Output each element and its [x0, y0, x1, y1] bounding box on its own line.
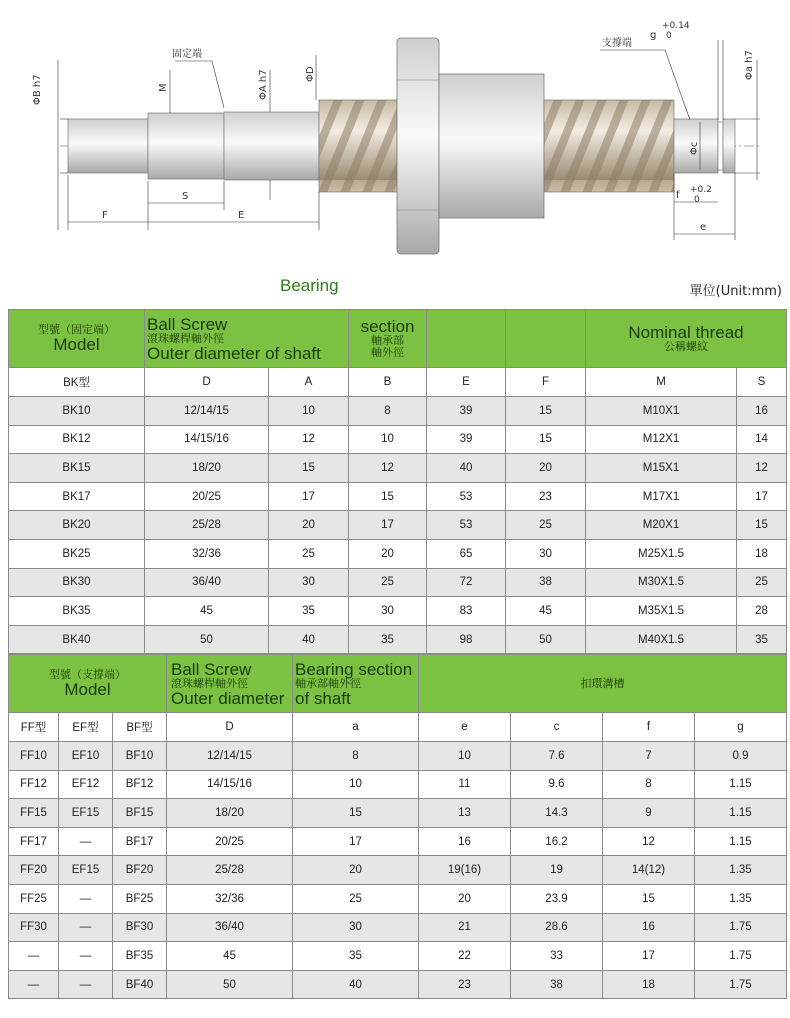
bk-col-E: E: [427, 368, 506, 397]
table-cell: M20X1: [586, 511, 737, 540]
table-cell: 17: [349, 511, 427, 540]
table-cell: FF30: [9, 913, 59, 942]
bk-nominal-header: Nominal thread 公稱螺紋: [586, 310, 787, 368]
table-cell: 1.75: [695, 942, 787, 971]
table-cell: M10X1: [586, 397, 737, 426]
table-row: [9, 970, 787, 999]
table-cell: 35: [737, 625, 787, 654]
table-cell: —: [9, 942, 59, 971]
table-cell: 1.15: [695, 799, 787, 828]
ff-bearing-section-header: Bearing section 軸承部軸外徑 of shaft: [293, 655, 419, 713]
table-cell: M30X1.5: [586, 568, 737, 597]
table-cell: BF10: [113, 742, 167, 771]
table-cell: 20: [293, 856, 419, 885]
bk-columns-row: [9, 368, 787, 397]
table-row: [9, 511, 787, 540]
table-cell: 15: [603, 884, 695, 913]
ff-col-bf: BF型: [113, 713, 167, 742]
table-cell: 1.35: [695, 856, 787, 885]
table-cell: 12/14/15: [145, 397, 269, 426]
table-cell: 36/40: [145, 568, 269, 597]
bk-model-header: 型號（固定端） Model: [9, 310, 145, 368]
table-row: [9, 397, 787, 426]
table-cell: 18: [603, 970, 695, 999]
table-cell: 12: [349, 454, 427, 483]
bk-header-row: [9, 310, 787, 368]
shaft-end-journal: [68, 119, 148, 173]
table-cell: 1.75: [695, 913, 787, 942]
table-cell: 32/36: [167, 884, 293, 913]
bk-empty-header-f: [506, 310, 586, 368]
ff-col-a: a: [293, 713, 419, 742]
table-cell: 14(12): [603, 856, 695, 885]
ball-screw-drawing: [0, 0, 790, 275]
table-row: [9, 539, 787, 568]
table-cell: 15: [506, 397, 586, 426]
ff-model-header: 型號（支撐端） Model: [9, 655, 167, 713]
table-cell: 40: [269, 625, 349, 654]
screw-thread-left: [319, 100, 397, 192]
table-cell: BK17: [9, 482, 145, 511]
table-cell: 25: [269, 539, 349, 568]
ff-table-body: [9, 742, 787, 999]
bk-col-B: B: [349, 368, 427, 397]
table-cell: BK25: [9, 539, 145, 568]
table-cell: 14/15/16: [167, 770, 293, 799]
table-cell: 15: [269, 454, 349, 483]
dim-f-tol-lower: 0: [694, 195, 700, 205]
table-cell: 20/25: [145, 482, 269, 511]
dim-S-label: S: [182, 191, 189, 202]
bk-empty-header-e: [427, 310, 506, 368]
ff-col-c: c: [511, 713, 603, 742]
table-cell: 8: [349, 397, 427, 426]
table-cell: 23: [419, 970, 511, 999]
table-cell: 20: [269, 511, 349, 540]
table-cell: FF25: [9, 884, 59, 913]
table-cell: EF15: [59, 856, 113, 885]
table-cell: BF25: [113, 884, 167, 913]
table-cell: BK15: [9, 454, 145, 483]
table-cell: BK12: [9, 425, 145, 454]
table-cell: 17: [603, 942, 695, 971]
table-cell: 21: [419, 913, 511, 942]
ff-ballscrew-header: Ball Screw 滾珠螺桿軸外徑 Outer diameter: [167, 655, 293, 713]
dim-M-label: M: [158, 83, 169, 92]
table-cell: BK35: [9, 597, 145, 626]
table-cell: 11: [419, 770, 511, 799]
table-cell: FF17: [9, 827, 59, 856]
table-cell: EF10: [59, 742, 113, 771]
table-cell: EF12: [59, 770, 113, 799]
table-cell: 20/25: [167, 827, 293, 856]
table-cell: 12: [269, 425, 349, 454]
table-cell: BK40: [9, 625, 145, 654]
dim-g-tol-lower: 0: [666, 31, 672, 41]
table-cell: BK30: [9, 568, 145, 597]
ff-columns-row: [9, 713, 787, 742]
nut-body: [439, 74, 544, 218]
table-cell: —: [59, 913, 113, 942]
table-cell: 9.6: [511, 770, 603, 799]
table-cell: 50: [145, 625, 269, 654]
table-row: [9, 827, 787, 856]
bk-col-model: BK型: [9, 368, 145, 397]
table-cell: 18/20: [145, 454, 269, 483]
table-cell: 10: [293, 770, 419, 799]
table-cell: FF20: [9, 856, 59, 885]
unit-label: 單位(Unit:mm): [689, 284, 782, 299]
table-row: [9, 568, 787, 597]
table-cell: 10: [269, 397, 349, 426]
table-cell: 20: [419, 884, 511, 913]
table-cell: —: [59, 884, 113, 913]
table-cell: 16.2: [511, 827, 603, 856]
dim-phic-label: Φc: [689, 141, 700, 155]
table-cell: 20: [349, 539, 427, 568]
dim-phia-label: Φa h7: [744, 50, 755, 80]
table-cell: 0.9: [695, 742, 787, 771]
table-cell: 18: [737, 539, 787, 568]
table-cell: 28: [737, 597, 787, 626]
dim-phiA-label: ΦA h7: [258, 69, 269, 100]
table-cell: BF40: [113, 970, 167, 999]
table-cell: 14: [737, 425, 787, 454]
table-cell: FF12: [9, 770, 59, 799]
table-cell: 45: [506, 597, 586, 626]
table-cell: 38: [511, 970, 603, 999]
table-cell: 25: [506, 511, 586, 540]
screw-thread-right: [544, 100, 674, 192]
table-cell: 32/36: [145, 539, 269, 568]
table-cell: 83: [427, 597, 506, 626]
table-cell: 15: [737, 511, 787, 540]
table-cell: 19(16): [419, 856, 511, 885]
table-cell: BF12: [113, 770, 167, 799]
dim-E-label: E: [238, 210, 245, 221]
table-cell: M40X1.5: [586, 625, 737, 654]
bk-col-A: A: [269, 368, 349, 397]
table-cell: 25/28: [167, 856, 293, 885]
table-cell: M12X1: [586, 425, 737, 454]
bk-col-F: F: [506, 368, 586, 397]
bk-section-header: section 軸承部 軸外徑: [349, 310, 427, 368]
table-cell: 16: [419, 827, 511, 856]
table-cell: 23: [506, 482, 586, 511]
table-cell: 17: [737, 482, 787, 511]
table-cell: 19: [511, 856, 603, 885]
table-cell: 25: [737, 568, 787, 597]
table-cell: 20: [506, 454, 586, 483]
table-cell: 15: [293, 799, 419, 828]
dim-g-label: g: [650, 30, 657, 41]
dim-e-label: e: [700, 222, 707, 233]
ff-col-f: f: [603, 713, 695, 742]
table-cell: 45: [167, 942, 293, 971]
bk-ballscrew-header: Ball Screw 滾珠螺桿軸外徑 Outer diameter of shaft: [145, 310, 349, 368]
table-cell: 15: [506, 425, 586, 454]
bk-col-D: D: [145, 368, 269, 397]
table-cell: 15: [349, 482, 427, 511]
table-cell: 16: [603, 913, 695, 942]
table-cell: 12/14/15: [167, 742, 293, 771]
table-row: [9, 597, 787, 626]
table-cell: 35: [293, 942, 419, 971]
table-cell: —: [9, 970, 59, 999]
table-cell: BF20: [113, 856, 167, 885]
table-cell: 10: [419, 742, 511, 771]
shaft-thread-m: [148, 113, 224, 179]
ff-col-ff: FF型: [9, 713, 59, 742]
table-row: [9, 770, 787, 799]
table-cell: 1.15: [695, 770, 787, 799]
nut-flange: [397, 38, 439, 254]
table-cell: 25/28: [145, 511, 269, 540]
table-cell: 8: [293, 742, 419, 771]
table-cell: 7: [603, 742, 695, 771]
table-cell: 45: [145, 597, 269, 626]
table-row: [9, 913, 787, 942]
dim-phiD-label: ΦD: [305, 66, 316, 82]
dim-g-tol-upper: +0.14: [662, 21, 690, 31]
table-cell: 30: [269, 568, 349, 597]
dim-F-label: F: [102, 210, 108, 221]
support-end-label: 支撐端: [602, 38, 632, 49]
bk-col-M: M: [586, 368, 737, 397]
shaft-bearing-seat: [224, 112, 319, 180]
table-cell: 39: [427, 425, 506, 454]
table-cell: FF15: [9, 799, 59, 828]
ff-table: [8, 654, 787, 999]
table-cell: BF30: [113, 913, 167, 942]
table-cell: 7.6: [511, 742, 603, 771]
table-cell: 28.6: [511, 913, 603, 942]
table-cell: 1.15: [695, 827, 787, 856]
dim-phiB-label: ΦB h7: [32, 74, 43, 105]
bk-table-body: [9, 397, 787, 654]
table-cell: 39: [427, 397, 506, 426]
table-cell: 8: [603, 770, 695, 799]
table-cell: 35: [349, 625, 427, 654]
table-cell: 1.75: [695, 970, 787, 999]
retaining-groove: [718, 122, 723, 170]
table-cell: 30: [293, 913, 419, 942]
table-cell: 30: [349, 597, 427, 626]
table-row: [9, 454, 787, 483]
table-cell: M25X1.5: [586, 539, 737, 568]
ff-col-ef: EF型: [59, 713, 113, 742]
table-row: [9, 625, 787, 654]
table-cell: 33: [511, 942, 603, 971]
table-cell: 16: [737, 397, 787, 426]
fixed-end-label: 固定端: [172, 49, 202, 60]
table-cell: 50: [506, 625, 586, 654]
dim-f-label: f: [676, 190, 680, 201]
table-cell: FF10: [9, 742, 59, 771]
table-cell: 1.35: [695, 884, 787, 913]
table-cell: 12: [737, 454, 787, 483]
table-cell: 9: [603, 799, 695, 828]
table-cell: 30: [506, 539, 586, 568]
table-cell: M35X1.5: [586, 597, 737, 626]
table-cell: 53: [427, 511, 506, 540]
table-cell: —: [59, 827, 113, 856]
table-cell: 53: [427, 482, 506, 511]
table-cell: 17: [269, 482, 349, 511]
table-cell: 22: [419, 942, 511, 971]
table-cell: 18/20: [167, 799, 293, 828]
table-cell: 50: [167, 970, 293, 999]
dim-f-tol-upper: +0.2: [690, 185, 712, 195]
table-cell: BK10: [9, 397, 145, 426]
ff-col-g: g: [695, 713, 787, 742]
ff-col-D: D: [167, 713, 293, 742]
table-row: [9, 942, 787, 971]
table-row: [9, 482, 787, 511]
table-cell: BK20: [9, 511, 145, 540]
table-cell: M17X1: [586, 482, 737, 511]
table-cell: BF35: [113, 942, 167, 971]
table-cell: 72: [427, 568, 506, 597]
table-cell: 12: [603, 827, 695, 856]
table-row: [9, 884, 787, 913]
table-cell: 14.3: [511, 799, 603, 828]
bk-table: [8, 309, 787, 654]
table-cell: 40: [293, 970, 419, 999]
table-cell: 65: [427, 539, 506, 568]
table-row: [9, 856, 787, 885]
table-cell: BF15: [113, 799, 167, 828]
table-cell: —: [59, 970, 113, 999]
table-cell: EF15: [59, 799, 113, 828]
ff-col-e: e: [419, 713, 511, 742]
table-cell: 35: [269, 597, 349, 626]
bk-col-S: S: [737, 368, 787, 397]
table-cell: 14/15/16: [145, 425, 269, 454]
ff-groove-header: 扣環溝槽: [419, 655, 787, 713]
table-cell: 40: [427, 454, 506, 483]
table-cell: 23.9: [511, 884, 603, 913]
table-row: [9, 425, 787, 454]
table-cell: 25: [293, 884, 419, 913]
table-cell: 17: [293, 827, 419, 856]
table-cell: 98: [427, 625, 506, 654]
section-title: Bearing: [280, 276, 339, 295]
table-row: [9, 742, 787, 771]
table-cell: M15X1: [586, 454, 737, 483]
ff-header-row: [9, 655, 787, 713]
table-cell: 10: [349, 425, 427, 454]
table-cell: —: [59, 942, 113, 971]
table-cell: BF17: [113, 827, 167, 856]
table-row: [9, 799, 787, 828]
table-cell: 36/40: [167, 913, 293, 942]
table-cell: 13: [419, 799, 511, 828]
table-cell: 38: [506, 568, 586, 597]
table-cell: 25: [349, 568, 427, 597]
